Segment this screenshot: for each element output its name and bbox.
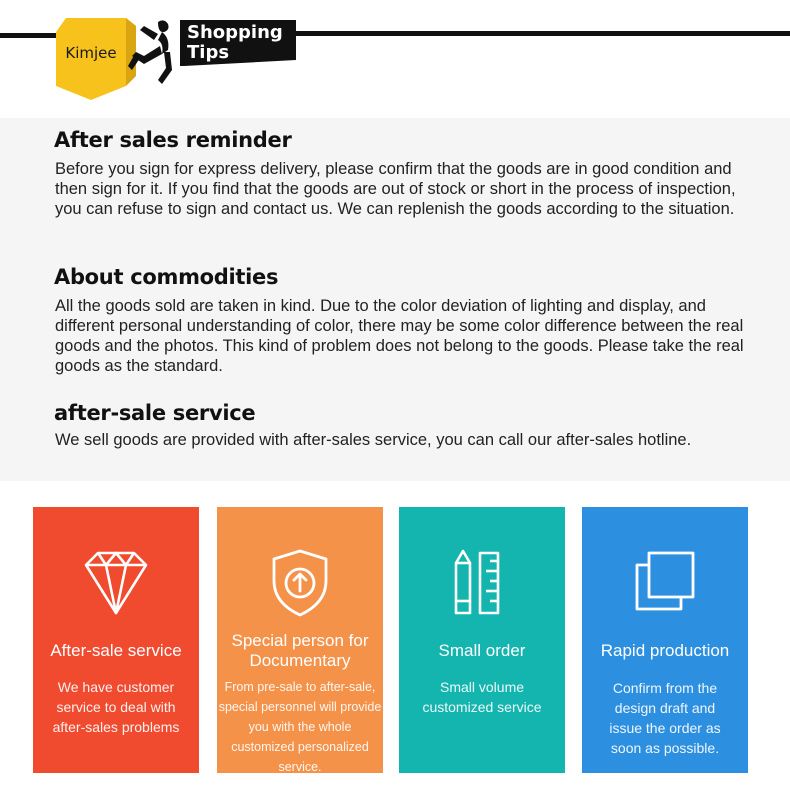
card-description: Small volume customized service — [422, 679, 542, 715]
about-commodities-text: All the goods sold are taken in kind. Due to the color deviation of lighting and display, and different personal understanding of color, there may be some color difference between the real goods and the photos. This kind of problem does not belong to the goods. Please take the real goods as the standard. — [55, 297, 744, 375]
header-rule-right — [296, 31, 790, 36]
tips-line-2: Tips — [187, 42, 230, 63]
feature-card-small-order — [399, 507, 565, 773]
pencil-ruler-icon — [446, 547, 518, 619]
after-sales-reminder-text: Before you sign for express delivery, please confirm that the goods are in good condition and then sign for it. If you find that the goods are out of stock or short in the process of inspection, you can refuse to sign and contact us. We can replenish the goods according to the situation. — [55, 160, 736, 218]
card-title: Special person for Documentary — [231, 631, 369, 670]
climber-icon — [118, 16, 184, 88]
card-description: We have customer service to deal with after-sales problems — [52, 679, 180, 735]
diamond-icon — [80, 547, 152, 619]
after-sale-service-text: We sell goods are provided with after-sales service, you can call our after-sales hotline. — [55, 431, 692, 449]
card-title: After-sale service — [50, 641, 182, 660]
tips-line-1: Shopping — [187, 22, 283, 43]
card-description: Confirm from the design draft and issue the order as soon as possible. — [609, 680, 721, 756]
shopping-info-section — [0, 118, 790, 481]
stacked-squares-icon — [629, 547, 701, 619]
shield-arrow-icon — [264, 547, 336, 619]
shopping-tips-label — [180, 20, 298, 66]
card-description: From pre-sale to after-sale, special personnel will provide you with the whole customized personalized service. — [218, 680, 382, 774]
feature-card-documentary — [217, 507, 383, 773]
after-sale-service-heading: after-sale service — [54, 401, 256, 425]
after-sales-reminder-heading: After sales reminder — [54, 128, 292, 152]
card-title: Rapid production — [600, 641, 730, 660]
feature-card-rapid-production — [582, 507, 748, 773]
brand-name: Kimjee — [65, 44, 117, 62]
feature-cards — [0, 481, 790, 787]
card-title: Small order — [438, 641, 526, 660]
shopping-tips-header — [0, 0, 790, 118]
feature-card-after-sale — [33, 507, 199, 773]
about-commodities-heading: About commodities — [54, 265, 279, 289]
